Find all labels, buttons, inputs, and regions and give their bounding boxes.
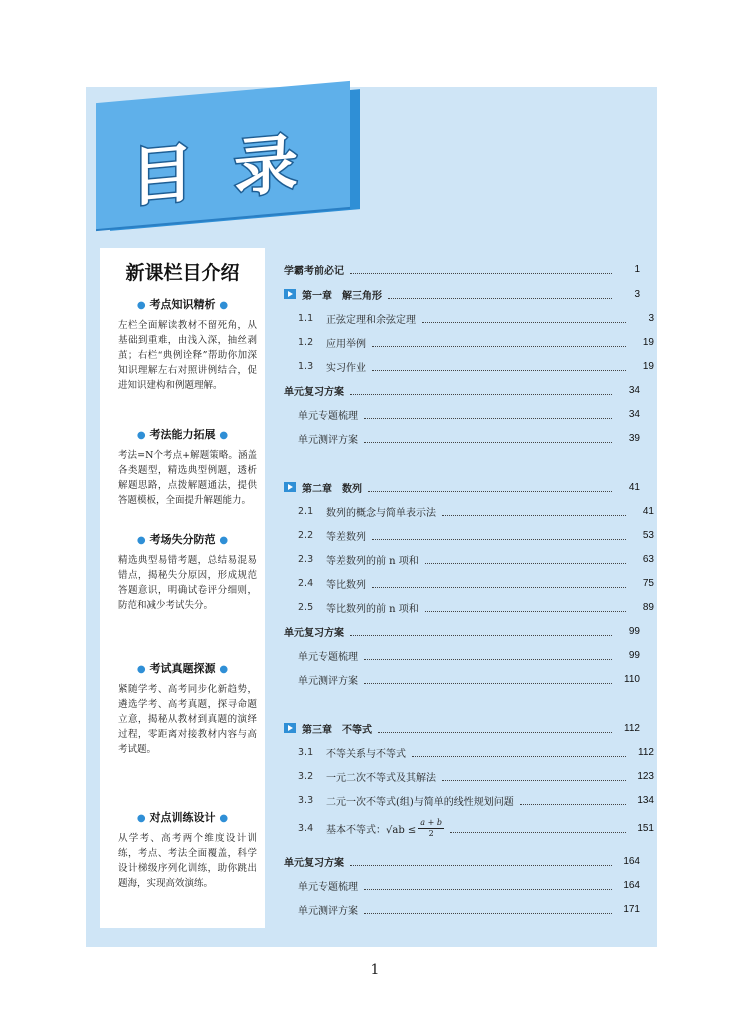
bullet-icon: ●	[136, 430, 146, 441]
toc-label: 单元专题梳理	[298, 651, 358, 663]
leader-dots	[372, 531, 626, 540]
toc-page: 112	[624, 722, 640, 734]
toc-label: 单元复习方案	[284, 386, 344, 398]
section-heading	[100, 296, 265, 312]
toc-label: 正弦定理和余弦定理	[326, 314, 416, 326]
fraction-numerator: a + b	[420, 817, 442, 827]
leader-dots	[350, 857, 612, 866]
toc-page: 3	[634, 288, 640, 300]
bullet-icon: ●	[219, 813, 229, 824]
toc-label: 单元专题梳理	[298, 410, 358, 422]
section-heading-text: 对点训练设计	[149, 811, 216, 824]
toc-review-item[interactable]	[284, 430, 640, 446]
toc-page: 34	[628, 408, 640, 420]
toc-num: 2.3	[298, 553, 314, 565]
leader-dots	[364, 434, 612, 443]
toc-label: 基本不等式：√ab ≤	[326, 824, 417, 836]
toc-page: 171	[623, 903, 640, 915]
toc-item[interactable]	[284, 768, 654, 784]
toc-chapter[interactable]	[284, 479, 640, 495]
section-heading	[100, 426, 265, 442]
fraction-denominator: 2	[428, 828, 434, 838]
toc-num: 2.4	[298, 577, 314, 589]
toc-label: 等比数列	[326, 579, 366, 591]
toc-chapter[interactable]	[284, 286, 640, 302]
toc-page: 110	[624, 673, 640, 685]
toc-page: 75	[642, 577, 654, 589]
toc-label: 实习作业	[326, 362, 366, 374]
toc-label: 第二章 数列	[302, 483, 362, 495]
toc-item[interactable]	[284, 817, 654, 838]
bullet-icon: ●	[136, 813, 146, 824]
page-title: 目录	[130, 123, 338, 217]
toc-num: 2.2	[298, 529, 314, 541]
toc-item[interactable]	[284, 334, 654, 350]
leader-dots	[372, 338, 626, 347]
toc-page: 89	[642, 601, 654, 613]
leader-dots	[368, 483, 612, 492]
section-body: 紧随学考、高考同步化新趋势，遴选学考、高考真题，探寻命题立意，揭秘从教材到真题的演绎过程，零距离对接教材内容与高考试题。	[118, 684, 257, 755]
leader-dots	[364, 881, 612, 890]
bullet-icon: ●	[136, 300, 146, 311]
leader-dots	[450, 824, 626, 833]
toc-num: 1.2	[298, 336, 314, 348]
section-heading-text: 考场失分防范	[149, 533, 216, 546]
toc-item[interactable]	[284, 744, 654, 760]
toc-label: 单元复习方案	[284, 857, 344, 869]
sidebar-section	[100, 531, 265, 613]
section-body: 精选典型易错考题，总结易混易错点，揭秘失分原因，形成规范答题意识，明确试卷评分细则，防范和减少考试失分。	[118, 555, 257, 611]
bullet-icon: ●	[219, 300, 229, 311]
bullet-icon: ●	[219, 430, 229, 441]
toc-page: 151	[637, 822, 654, 834]
toc-num: 3.4	[298, 822, 314, 834]
sidebar-section	[100, 809, 265, 891]
toc-page: 1	[634, 263, 640, 275]
leader-dots	[425, 603, 626, 612]
toc-label: 一元二次不等式及其解法	[326, 772, 436, 784]
section-body: 左栏全面解读教材不留死角，从基础到重难，由浅入深，抽丝剥茧；右栏“典例诠释”帮助你加深知识理解左右对照讲例结合，促进知识建构和例题理解。	[118, 320, 257, 391]
toc-label: 等差数列的前 n 项和	[326, 555, 419, 567]
fraction	[418, 818, 444, 839]
play-icon	[284, 723, 296, 733]
leader-dots	[520, 796, 626, 805]
leader-dots	[364, 410, 612, 419]
toc-review-item[interactable]	[284, 406, 640, 422]
toc-item[interactable]	[284, 310, 654, 326]
leader-dots	[378, 724, 612, 733]
toc-page: 3	[648, 312, 654, 324]
toc-label: 二元一次不等式(组)与简单的线性规划问题	[326, 796, 514, 808]
section-heading	[100, 809, 265, 825]
section-heading	[100, 531, 265, 547]
toc-item[interactable]	[284, 792, 654, 808]
toc-page: 134	[637, 794, 654, 806]
toc-item[interactable]	[284, 599, 654, 615]
section-body: 从学考、高考两个维度设计训练，考点、考法全面覆盖，科学设计梯级序列化训练，助你跳出题海，实现高效演练。	[118, 833, 257, 889]
toc-num: 2.5	[298, 601, 314, 613]
sidebar	[100, 248, 265, 928]
toc-label: 单元专题梳理	[298, 881, 358, 893]
toc-label: 单元测评方案	[298, 675, 358, 687]
toc-review-item[interactable]	[284, 647, 640, 663]
leader-dots	[442, 772, 626, 781]
toc-num: 3.2	[298, 770, 314, 782]
leader-dots	[350, 265, 612, 274]
play-icon	[284, 289, 296, 299]
leader-dots	[372, 579, 626, 588]
toc-label: 数列的概念与简单表示法	[326, 507, 436, 519]
leader-dots	[442, 507, 626, 516]
toc-label: 第三章 不等式	[302, 724, 372, 736]
toc-review-item[interactable]	[284, 671, 640, 687]
toc-label: 等差数列	[326, 531, 366, 543]
toc-page: 63	[642, 553, 654, 565]
section-body: 考法=N个考点+解题策略。涵盖各类题型，精选典型例题，透析解题思路，点拨解题通法，提供答题模板，全面提升解题能力。	[118, 450, 257, 506]
toc-page: 99	[628, 649, 640, 661]
bullet-icon: ●	[136, 664, 146, 675]
toc-item[interactable]	[284, 551, 654, 567]
bullet-icon: ●	[219, 664, 229, 675]
toc-label: 单元测评方案	[298, 434, 358, 446]
toc-item[interactable]	[284, 575, 654, 591]
toc-num: 1.1	[298, 312, 314, 324]
sidebar-section	[100, 296, 265, 393]
toc-item[interactable]	[284, 503, 654, 519]
toc-review[interactable]	[284, 853, 640, 869]
section-heading-text: 考点知识精析	[149, 298, 216, 311]
toc-num: 2.1	[298, 505, 314, 517]
toc-page: 39	[628, 432, 640, 444]
page-number: 1	[370, 962, 380, 978]
leader-dots	[372, 362, 626, 371]
bullet-icon: ●	[219, 535, 229, 546]
toc-num: 3.1	[298, 746, 314, 758]
toc-label: 等比数列的前 n 项和	[326, 603, 419, 615]
toc-review-item[interactable]	[284, 877, 640, 893]
leader-dots	[350, 627, 612, 636]
toc-entry-intro[interactable]	[284, 261, 640, 277]
toc-num: 1.3	[298, 360, 314, 372]
toc-page: 53	[642, 529, 654, 541]
leader-dots	[425, 555, 626, 564]
toc-page: 99	[628, 625, 640, 637]
toc-page: 41	[642, 505, 654, 517]
toc-page: 112	[638, 746, 654, 758]
toc-label: 单元复习方案	[284, 627, 344, 639]
toc-chapter[interactable]	[284, 720, 640, 736]
toc-item[interactable]	[284, 358, 654, 374]
section-heading	[100, 660, 265, 676]
toc-page: 19	[642, 360, 654, 372]
leader-dots	[388, 290, 612, 299]
toc-page: 41	[628, 481, 640, 493]
section-heading-text: 考法能力拓展	[149, 428, 216, 441]
toc-review[interactable]	[284, 382, 640, 398]
leader-dots	[350, 386, 612, 395]
play-icon	[284, 482, 296, 492]
toc-item[interactable]	[284, 527, 654, 543]
leader-dots	[422, 314, 626, 323]
toc-review[interactable]	[284, 623, 640, 639]
toc-page: 123	[637, 770, 654, 782]
toc-review-item[interactable]	[284, 901, 640, 917]
toc-page: 34	[628, 384, 640, 396]
leader-dots	[364, 675, 612, 684]
toc-label: 单元测评方案	[298, 905, 358, 917]
toc-page: 164	[623, 879, 640, 891]
toc-label: 不等关系与不等式	[326, 748, 406, 760]
toc-page: 19	[642, 336, 654, 348]
toc-label: 第一章 解三角形	[302, 290, 382, 302]
leader-dots	[364, 651, 612, 660]
toc-label: 学霸考前必记	[284, 265, 344, 277]
toc-label: 应用举例	[326, 338, 366, 350]
leader-dots	[412, 748, 626, 757]
leader-dots	[364, 905, 612, 914]
toc-page: 164	[623, 855, 640, 867]
toc-num: 3.3	[298, 794, 314, 806]
sidebar-title: 新课栏目介绍	[125, 262, 240, 284]
bullet-icon: ●	[136, 535, 146, 546]
sidebar-section	[100, 426, 265, 508]
section-heading-text: 考试真题探源	[149, 662, 216, 675]
sidebar-section	[100, 660, 265, 757]
